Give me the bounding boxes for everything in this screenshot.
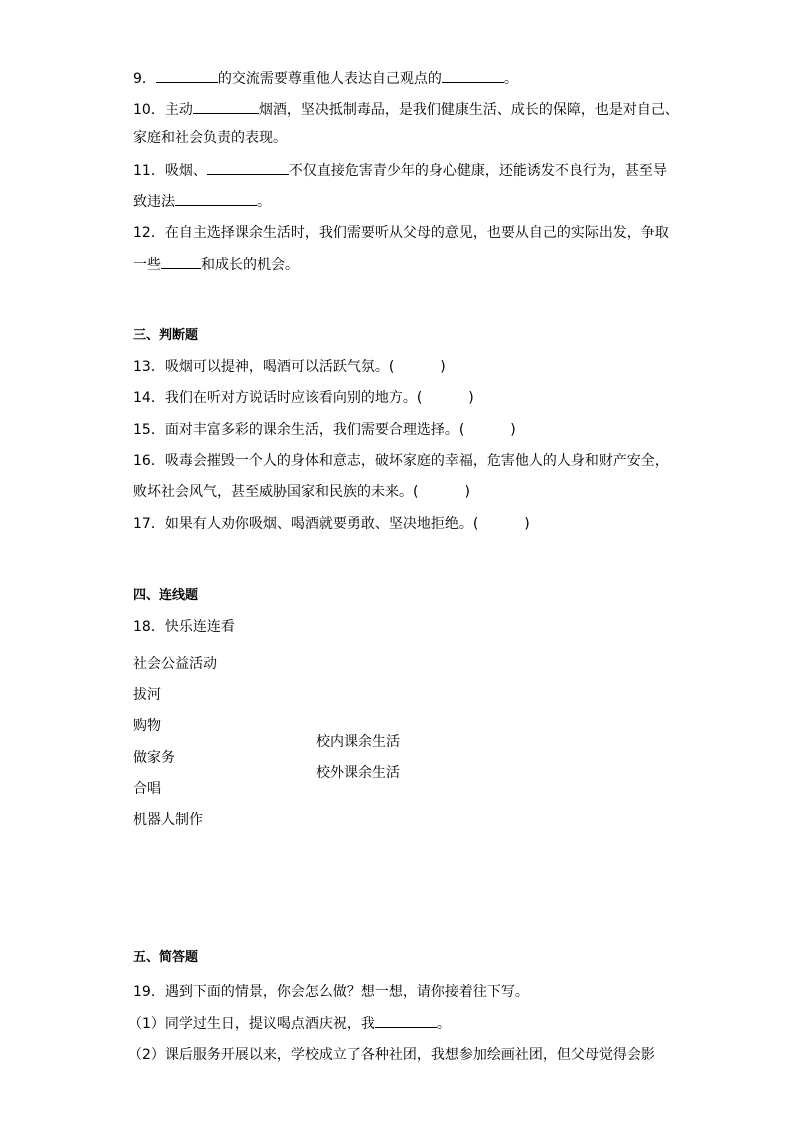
question-15 [133,420,516,440]
question-10 [133,99,679,120]
question-17-text: 17．如果有人劝你吸烟、喝酒就要勇敢、坚决地拒绝。( [133,516,479,532]
paren-close: ) [524,516,530,532]
match-left-item[interactable]: 机器人制作 [133,812,203,828]
paren-close: ) [464,484,470,500]
question-14 [133,388,474,408]
question-9-number: 9． [133,71,156,87]
question-11 [133,160,667,181]
question-11-number: 11．吸烟、 [133,163,207,179]
question-16-line2-text: 败坏社会风气，甚至威胁国家和民族的未来。( [133,484,419,500]
answer-blank[interactable] [207,160,289,175]
answer-blank[interactable] [442,68,504,83]
match-left-item[interactable]: 拔河 [133,687,161,703]
question-16: 16．吸毒会摧毁一个人的身体和意志，破坏家庭的幸福，危害他人的人身和财产安全， [133,453,669,469]
section-4-title: 四、连线题 [133,588,199,603]
question-12: 12．在自主选择课余生活时，我们需要听从父母的意见，也要从自己的实际出发，争取 [133,225,669,241]
question-11-line2 [133,191,271,212]
question-11-line2-text: 致违法 [133,194,175,210]
question-15-text: 15．面对丰富多彩的课余生活，我们需要合理选择。( [133,422,465,438]
question-18: 18．快乐连连看 [133,619,235,635]
question-11-line2-end: 。 [257,194,271,210]
section-5-title: 五、简答题 [133,950,199,965]
match-left-item[interactable]: 社会公益活动 [133,656,217,672]
answer-blank[interactable] [156,68,218,83]
paren-close: ) [468,390,474,406]
question-12-line2-text: 一些 [133,257,161,273]
question-12-line2-end: 和成长的机会。 [201,257,299,273]
question-16-line2 [133,482,470,502]
question-19-part-2: （2）课后服务开展以来，学校成立了各种社团，我想参加绘画社团，但父母觉得会影 [128,1047,655,1063]
part-1-text: （1）同学过生日，提议喝点酒庆祝，我 [128,1016,375,1032]
match-right-item[interactable]: 校外课余生活 [316,765,400,781]
question-13 [133,357,446,377]
question-9-end: 。 [503,71,518,87]
answer-blank[interactable] [193,99,259,114]
answer-blank[interactable] [375,1013,437,1028]
question-10-text: 烟酒，坚决抵制毒品，是我们健康生活、成长的保障，也是对自己、 [258,102,679,118]
question-17 [133,514,530,534]
question-12-line2 [133,254,299,275]
question-10-line2: 家庭和社会负责的表现。 [133,130,287,146]
match-right-item[interactable]: 校内课余生活 [316,734,400,750]
paren-close: ) [510,422,516,438]
match-left-item[interactable]: 做家务 [133,750,175,766]
question-13-text: 13．吸烟可以提神，喝酒可以活跃气氛。( [133,359,395,375]
question-9-text: 的交流需要尊重他人表达自己观点的 [217,71,442,87]
answer-blank[interactable] [175,191,257,206]
paren-close: ) [440,359,446,375]
section-3-title: 三、判断题 [133,328,199,343]
question-14-text: 14．我们在听对方说话时应该看向别的地方。( [133,390,423,406]
question-11-text: 不仅直接危害青少年的身心健康，还能诱发不良行为，甚至导 [288,163,667,179]
question-19: 19．遇到下面的情景，你会怎么做？想一想，请你接着往下写。 [133,984,529,1000]
match-left-item[interactable]: 合唱 [133,781,161,797]
answer-blank[interactable] [161,254,201,269]
match-left-item[interactable]: 购物 [133,718,161,734]
question-10-number: 10．主动 [133,102,193,118]
question-19-part-1 [128,1013,451,1034]
part-1-end: 。 [436,1016,451,1032]
question-9 [133,68,518,89]
